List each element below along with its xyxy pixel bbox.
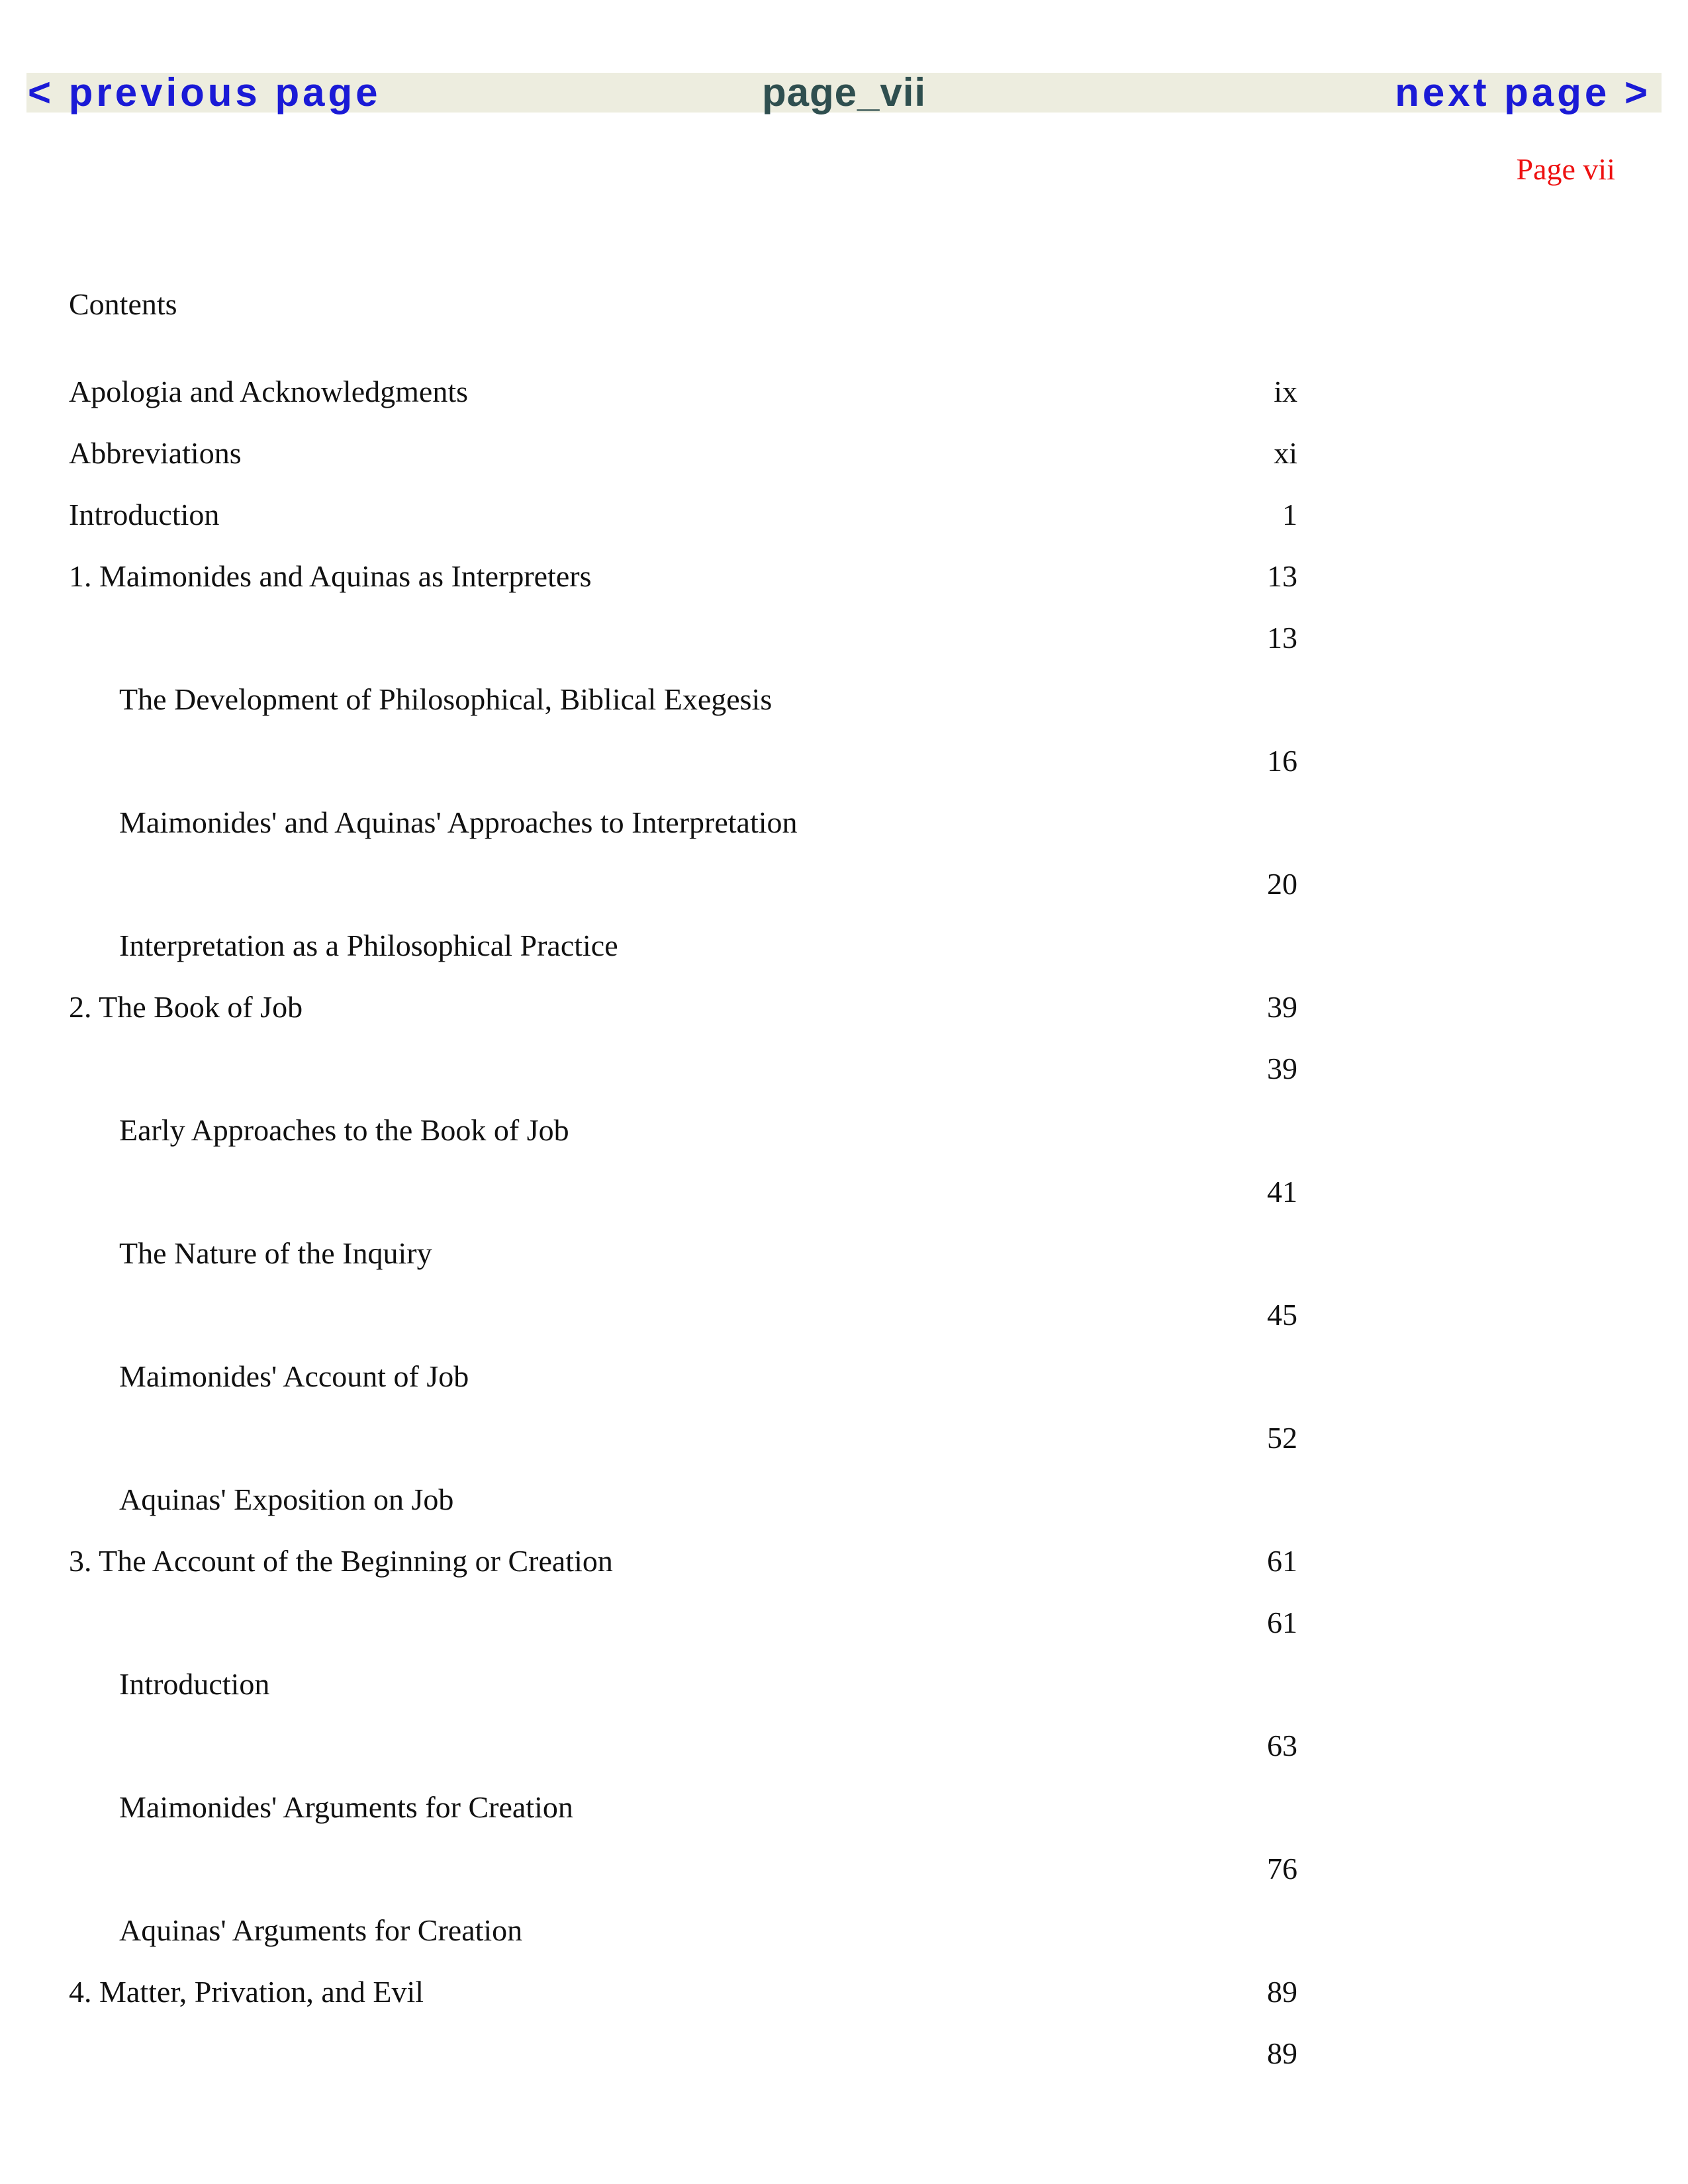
toc-entry [0, 373, 1688, 410]
toc-section-page-row [0, 1050, 1688, 1087]
toc-chapter-title: 1. Maimonides and Aquinas as Interpreters [69, 559, 592, 593]
toc-section-page-row [0, 1297, 1688, 1334]
toc-chapter-page: 61 [1267, 1544, 1297, 1578]
toc-section-page-row [0, 2035, 1688, 2072]
toc-chapter-title: 4. Matter, Privation, and Evil [69, 1975, 424, 2009]
toc-section-page: 41 [1267, 1175, 1297, 1208]
next-page-link[interactable]: next page > [1395, 70, 1651, 114]
toc-section-page: 63 [1267, 1729, 1297, 1762]
toc-section-title: The Nature of the Inquiry [119, 1236, 432, 1270]
toc-section-page: 45 [1267, 1298, 1297, 1332]
toc-section-page-row [0, 1173, 1688, 1210]
toc-section-row [0, 1358, 1688, 1395]
toc-chapter-page: 13 [1267, 559, 1297, 593]
toc-section-title: Aquinas' Exposition on Job [119, 1482, 454, 1516]
previous-page-link[interactable]: < previous page [28, 70, 381, 114]
toc-section-row [0, 1912, 1688, 1949]
toc-section-row [0, 1112, 1688, 1149]
toc-chapter-title: 3. The Account of the Beginning or Creation [69, 1544, 613, 1578]
toc-chapter [0, 1543, 1688, 1580]
toc-section-page-row [0, 1727, 1688, 1764]
toc-section-page-row [0, 1604, 1688, 1641]
toc-section-title: Maimonides' and Aquinas' Approaches to Interpretation [119, 805, 798, 839]
toc-section-title: The Development of Philosophical, Biblical Exegesis [119, 682, 773, 716]
toc-section-title: Introduction [119, 1667, 270, 1701]
toc-entry [0, 435, 1688, 472]
contents-heading: Contents [69, 287, 177, 321]
toc-section-page-row [0, 866, 1688, 903]
toc-section-row [0, 681, 1688, 718]
toc-section-page: 20 [1267, 867, 1297, 901]
toc-section-title: Aquinas' Arguments for Creation [119, 1913, 523, 1947]
toc-entry-title: Abbreviations [69, 436, 242, 470]
toc-entry [0, 496, 1688, 533]
toc-section-row [0, 1789, 1688, 1826]
toc-section-page: 52 [1267, 1421, 1297, 1455]
toc-section-title: Maimonides' Account of Job [119, 1359, 469, 1393]
toc-chapter-title: 2. The Book of Job [69, 990, 303, 1024]
toc-section-page-row [0, 1850, 1688, 1888]
toc-section-row [0, 1481, 1688, 1518]
toc-chapter [0, 1974, 1688, 2011]
toc-chapter-page: 39 [1267, 990, 1297, 1024]
toc-section-row [0, 927, 1688, 964]
toc-section-row [0, 1235, 1688, 1272]
toc-section-title: Maimonides' Arguments for Creation [119, 1790, 573, 1824]
toc-entry-page: xi [1274, 436, 1297, 470]
toc-section-row [0, 804, 1688, 841]
toc-entry-page: 1 [1282, 498, 1297, 531]
toc-section-page: 13 [1267, 621, 1297, 655]
toc-entry-page: ix [1274, 375, 1297, 408]
toc-section-page-row [0, 619, 1688, 657]
toc-chapter-page: 89 [1267, 1975, 1297, 2009]
toc-section-page: 39 [1267, 1052, 1297, 1085]
toc-section-title: Early Approaches to the Book of Job [119, 1113, 569, 1147]
page-id-title: page_vii [761, 70, 927, 114]
page-number-label: Page vii [1516, 152, 1615, 186]
toc-section-page: 76 [1267, 1852, 1297, 1886]
toc-section-page: 16 [1267, 744, 1297, 778]
toc-chapter [0, 989, 1688, 1026]
toc-section-page-row [0, 1420, 1688, 1457]
toc-entry-title: Introduction [69, 498, 220, 531]
toc-section-page: 89 [1267, 2036, 1297, 2070]
toc-section-title: Interpretation as a Philosophical Practice [119, 929, 618, 962]
toc-chapter [0, 558, 1688, 595]
toc-section-page: 61 [1267, 1606, 1297, 1639]
toc-section-row [0, 1666, 1688, 1703]
toc-section-page-row [0, 743, 1688, 780]
toc-entry-title: Apologia and Acknowledgments [69, 375, 469, 408]
